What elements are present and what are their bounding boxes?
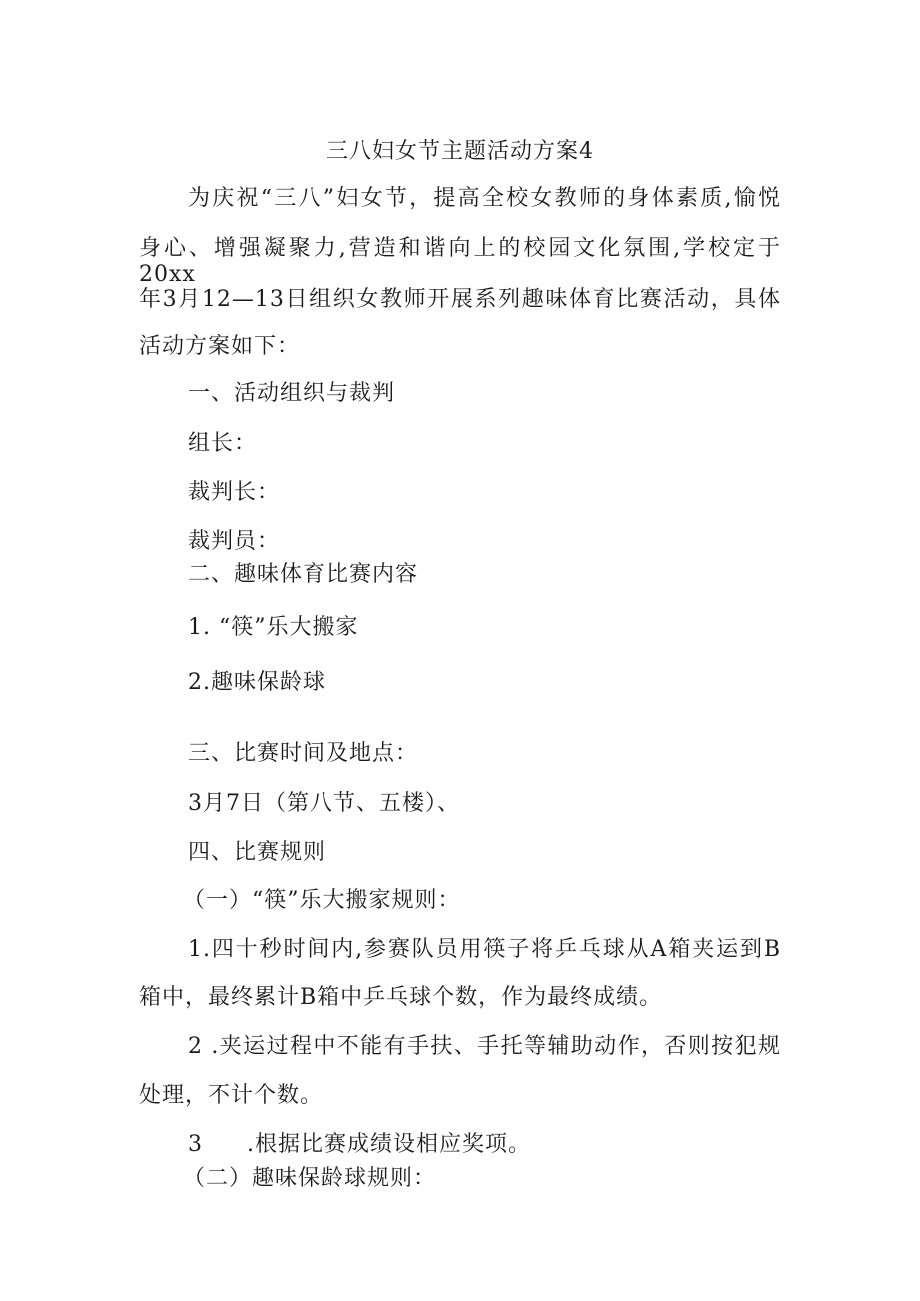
section-4-heading: 四、比赛规则 <box>188 840 327 865</box>
chief-referee-label: 裁判长： <box>188 480 281 505</box>
intro-line-4: 活动方案如下： <box>139 334 301 359</box>
intro-line-3: 年3月12—13日组织女教师开展系列趣味体育比赛活动，具体 <box>139 287 781 312</box>
section-1-heading: 一、活动组织与裁判 <box>188 381 396 406</box>
contest-item-2: 2.趣味保龄球 <box>188 670 326 695</box>
rule-1-line-1: 1.四十秒时间内,参赛队员用筷子将乒乓球从A箱夹运到B <box>188 937 781 962</box>
section-3-heading: 三、比赛时间及地点： <box>188 741 419 766</box>
rule-1-line-2: 箱中，最终累计B箱中乒乓球个数，作为最终成绩。 <box>139 985 663 1010</box>
rule-3-number: 3 <box>188 1132 203 1157</box>
rule-3-text: .根据比赛成绩设相应奖项。 <box>247 1132 531 1157</box>
referees-label: 裁判员： <box>188 529 281 554</box>
contest-item-1: 1. “筷”乐大搬家 <box>188 615 359 640</box>
section-2-heading: 二、趣味体育比赛内容 <box>188 562 419 587</box>
rule-3-line <box>188 1132 531 1158</box>
intro-line-1: 为庆祝“三八”妇女节，提高全校女教师的身体素质,愉悦 <box>188 186 781 211</box>
rule-2-line-1: 2 .夹运过程中不能有手扶、手托等辅助动作，否则按犯规 <box>188 1034 781 1059</box>
rule-2-line-2: 处理，不计个数。 <box>139 1083 324 1108</box>
document-title: 三八妇女节主题活动方案4 <box>326 139 594 164</box>
time-place-detail: 3月7日（第八节、五楼）、 <box>188 791 460 816</box>
rules-sub-1-heading: （一）“筷”乐大搬家规则： <box>183 888 461 913</box>
leader-label: 组长： <box>188 431 258 456</box>
intro-line-2: 身心、增强凝聚力,营造和谐向上的校园文化氛围,学校定于20xx <box>139 236 781 287</box>
rules-sub-2-heading: （二）趣味保龄球规则： <box>183 1166 437 1191</box>
